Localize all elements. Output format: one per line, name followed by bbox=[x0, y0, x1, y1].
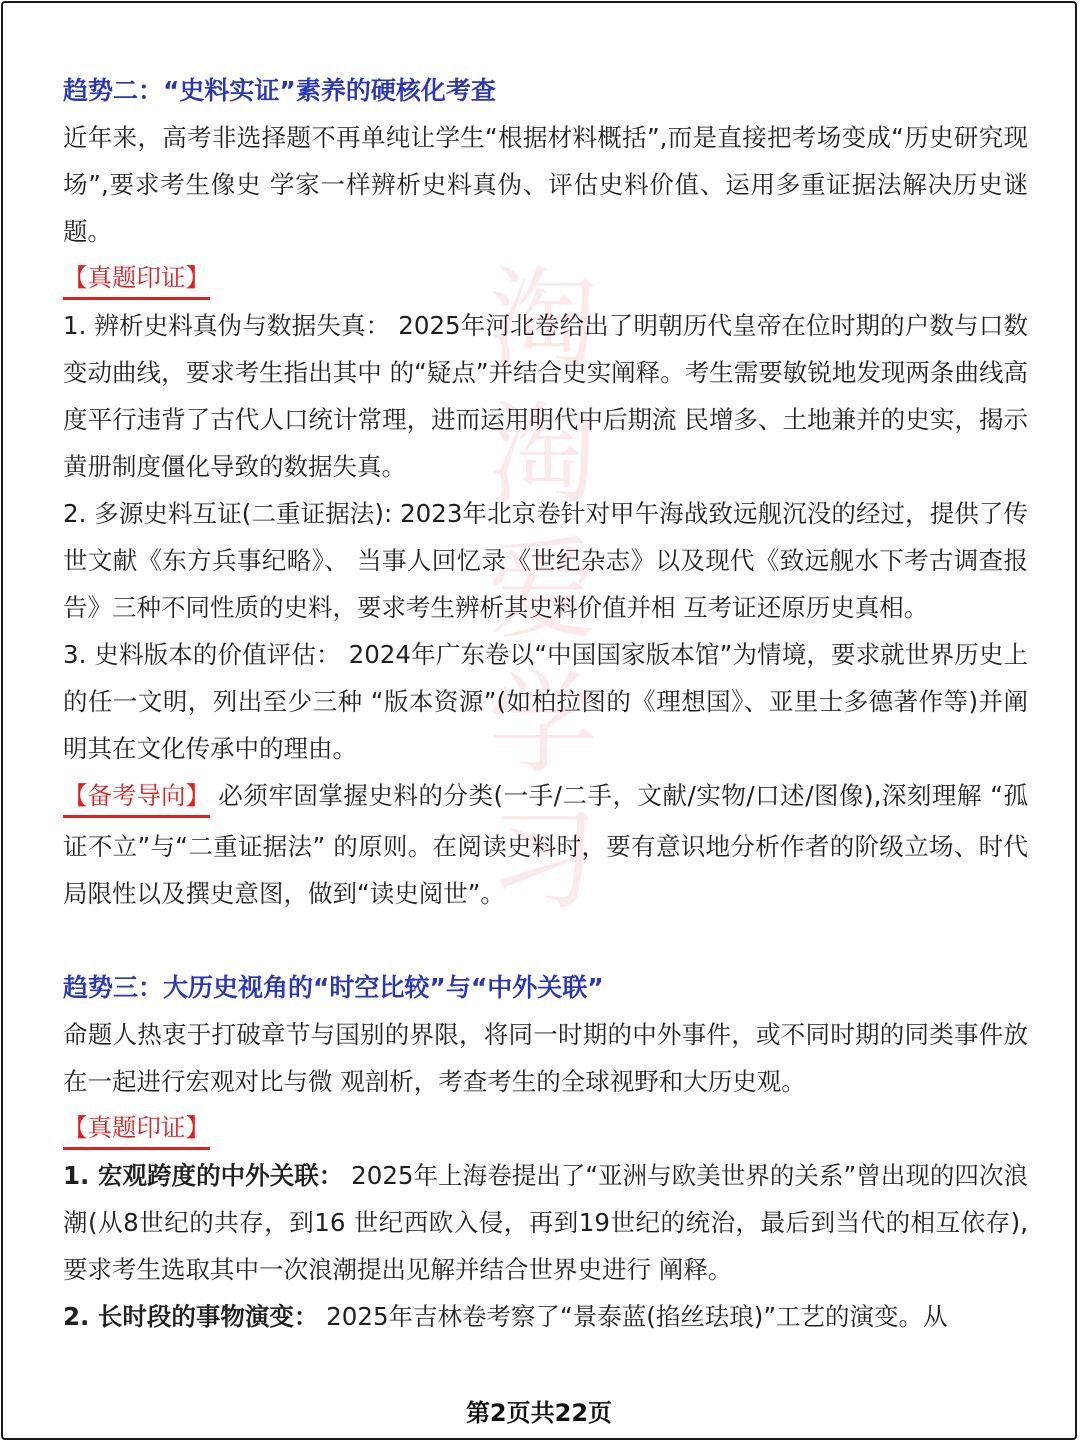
watermark-char: 爱 bbox=[488, 526, 598, 654]
guide-text: 必须牢固掌握史料的分类(一手/二手，文献/实物/口述/图像),深刻理解 “孤证不立”与“二重证据法” 的原则。在阅读史料时，要有意识地分析作者的阶级立场、时代局限性以及撰史意图，做到“读史阅世”。 bbox=[63, 781, 1028, 908]
watermark-char: 淘 bbox=[488, 391, 598, 519]
page-number: 第2页共22页 bbox=[465, 1399, 613, 1427]
trend2-guide bbox=[63, 772, 1028, 917]
item-text: 2025年吉林卷考察了“景泰蓝(掐丝珐琅)”工艺的演变。从 bbox=[318, 1302, 948, 1331]
watermark-char: 习 bbox=[488, 796, 598, 924]
watermark-char: 学 bbox=[488, 661, 598, 789]
item-label: 1. 宏观跨度的中外关联： bbox=[63, 1161, 344, 1190]
trend3-evidence-tag-line bbox=[63, 1105, 1028, 1152]
section-gap bbox=[63, 917, 1028, 964]
trend3-item-2 bbox=[63, 1293, 1028, 1340]
trend2-item-1: 1. 辨析史料真伪与数据失真： 2025年河北卷给出了明朝历代皇帝在位时期的户数与口数变动曲线，要求考生指出其中 的“疑点”并结合史实阐释。考生需要敏锐地发现两条曲线高度平行违背了古代人口统计常理，进而运用明代中后期流 民增多、土地兼并的史实，揭示黄册制度僵化导致的数据失真。 bbox=[63, 311, 1028, 481]
trend2-evidence-tag-line bbox=[63, 255, 1028, 302]
watermark-char: 淘 bbox=[488, 256, 598, 384]
evidence-tag: 【真题印证】 bbox=[63, 259, 210, 300]
trend3-heading: 趋势三：大历史视角的“时空比较”与“中外关联” bbox=[63, 973, 604, 1002]
trend2-item-3: 3. 史料版本的价值评估： 2024年广东卷以“中国国家版本馆”为情境，要求就世界历史上的任一文明，列出至少三种 “版本资源”(如柏拉图的《理想国》、亚里士多德著作等)并阐明其在文化传承中的理由。 bbox=[63, 640, 1028, 763]
page-content bbox=[63, 67, 1028, 1340]
evidence-tag: 【真题印证】 bbox=[63, 1109, 210, 1150]
guide-tag: 【备考导向】 bbox=[63, 777, 210, 818]
trend2-heading: 趋势二：“史料实证”素养的硬核化考查 bbox=[63, 76, 496, 105]
trend3-intro: 命题人热衷于打破章节与国别的界限，将同一时期的中外事件，或不同时期的同类事件放在一起进行宏观对比与微 观剖析，考查考生的全球视野和大历史观。 bbox=[63, 1020, 1028, 1096]
trend2-item-2: 2. 多源史料互证(二重证据法): 2023年北京卷针对甲午海战致远舰沉没的经过，提供了传世文献《东方兵事纪略》、 当事人回忆录《世纪杂志》以及现代《致远舰水下考古调查报告》三种不同性质的史料，要求考生辨析其史料价值并相 互考证还原历史真相。 bbox=[63, 499, 1028, 622]
document-page bbox=[1, 1, 1077, 1440]
trend2-intro: 近年来，高考非选择题不再单纯让学生“根据材料概括”,而是直接把考场变成“历史研究现场”,要求考生像史 学家一样辨析史料真伪、评估史料价值、运用多重证据法解决历史谜题。 bbox=[63, 123, 1028, 246]
item-text: 2025年上海卷提出了“亚洲与欧美世界的关系”曾出现的四次浪潮(从8世纪的共存，到16 世纪西欧入侵，再到19世纪的统治，最后到当代的相互依存),要求考生选取其中一次浪潮提出见解并结合世界史进行 阐释。 bbox=[63, 1161, 1028, 1284]
trend3-item-1 bbox=[63, 1152, 1028, 1293]
item-label: 2. 长时段的事物演变： bbox=[63, 1302, 319, 1331]
